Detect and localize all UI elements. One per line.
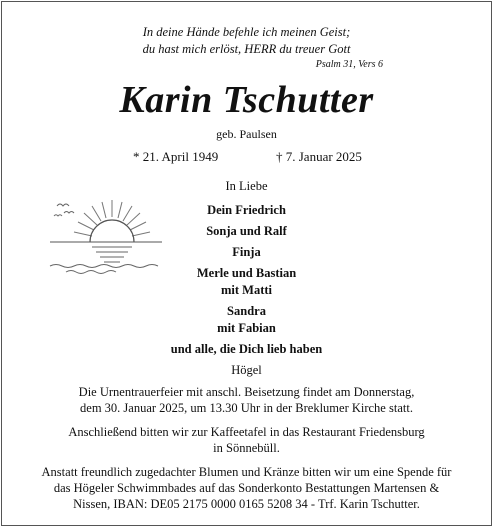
birth-date: * 21. April 1949 — [133, 149, 219, 164]
in-love-heading: In Liebe — [225, 179, 268, 193]
death-date: † 7. Januar 2025 — [276, 149, 362, 164]
obituary-notice — [1, 1, 492, 526]
mourner-line: Finja — [232, 245, 261, 259]
mourner-group — [2, 341, 491, 358]
mourner-line: Sonja und Ralf — [206, 224, 287, 238]
coffee-info — [16, 424, 477, 456]
verse-line-1: In deine Hände befehle ich meinen Geist; — [142, 25, 351, 39]
mourner-group — [2, 223, 491, 240]
mourner-group — [2, 244, 491, 261]
bible-verse — [2, 24, 491, 58]
mourner-line: Merle und Bastian — [196, 266, 297, 280]
text-line: Anstatt freundlich zugedachter Blumen und Kränze bitten wir um eine Spende für — [41, 465, 452, 479]
deceased-name: Karin Tschutter — [119, 79, 374, 121]
text-line: Anschließend bitten wir zur Kaffeetafel in das Restaurant Friedensburg — [68, 425, 425, 439]
text-line: Nissen, IBAN: DE05 2175 0000 0165 5208 34 - Trf. Karin Tschutter. — [73, 497, 420, 511]
verse-line-2: du hast mich erlöst, HERR du treuer Gott — [142, 42, 351, 56]
place-name: Högel — [231, 363, 262, 377]
text-line: Die Urnentrauerfeier mit anschl. Beisetzung findet am Donnerstag, — [78, 385, 415, 399]
mourners-list — [2, 202, 491, 362]
mourner-line: mit Matti — [220, 283, 273, 297]
funeral-info — [16, 384, 477, 416]
mourner-line: und alle, die Dich lieb haben — [170, 342, 323, 356]
mourner-line: Sandra — [227, 304, 266, 318]
text-line: das Högeler Schwimmbades auf das Sonderkonto Bestattungen Martensen & — [53, 481, 440, 495]
text-line: dem 30. Januar 2025, um 13.30 Uhr in der Breklumer Kirche statt. — [80, 401, 413, 415]
text-line: in Sönnebüll. — [213, 441, 280, 455]
mourner-group — [2, 202, 491, 219]
donation-info — [16, 464, 477, 512]
mourner-group — [2, 303, 491, 337]
mourner-group — [2, 265, 491, 299]
mourner-line: mit Fabian — [217, 321, 276, 335]
verse-reference: Psalm 31, Vers 6 — [315, 59, 383, 70]
maiden-name: geb. Paulsen — [216, 127, 277, 141]
mourner-line: Dein Friedrich — [207, 203, 286, 217]
